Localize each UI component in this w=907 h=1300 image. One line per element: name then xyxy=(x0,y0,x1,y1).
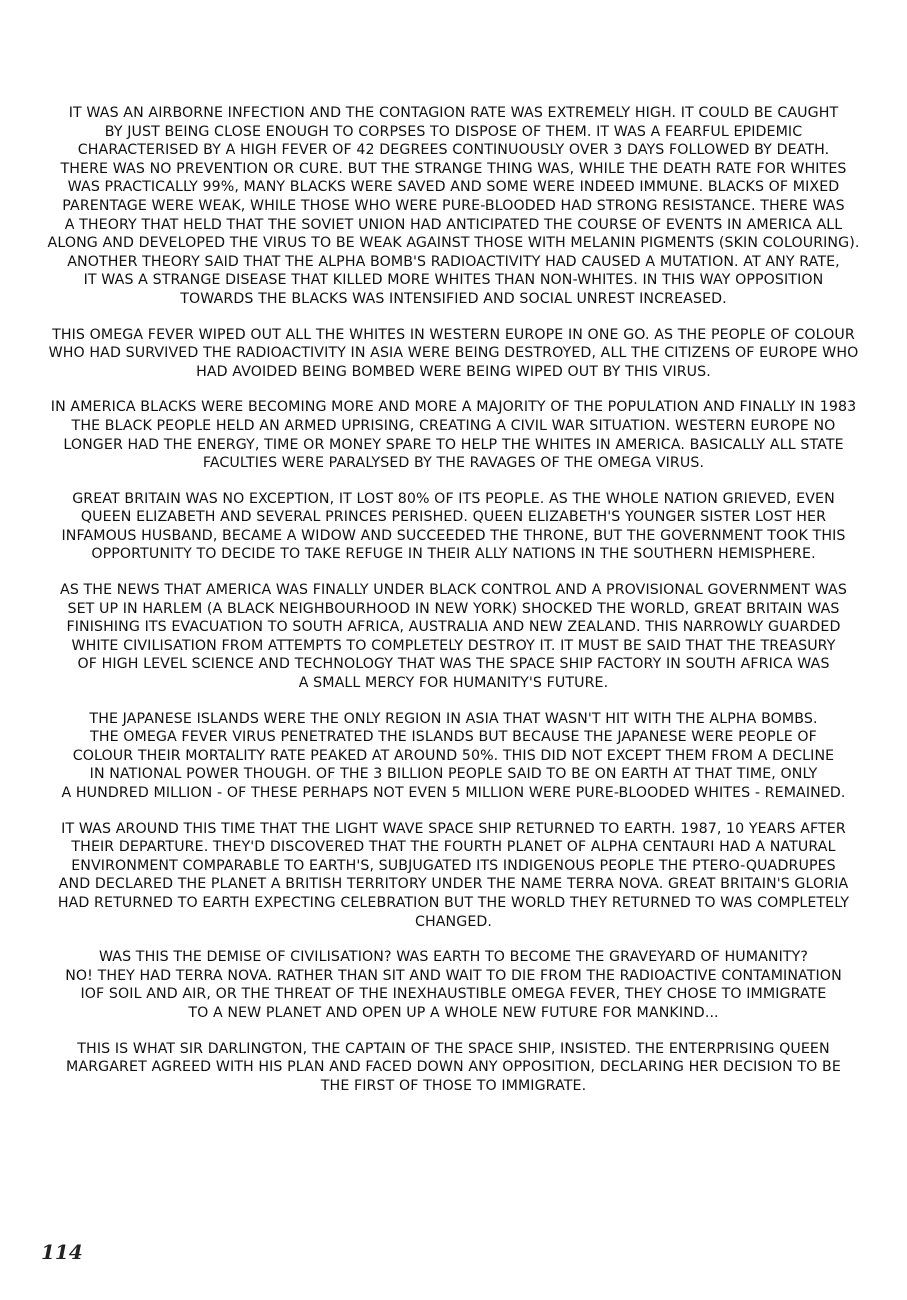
text-line: ANOTHER THEORY SAID THAT THE ALPHA BOMB'S RADIOACTIVITY HAD CAUSED A MUTATION. AT ANY RATE, xyxy=(67,253,840,270)
text-line: WHO HAD SURVIVED THE RADIOACTIVITY IN ASIA WERE BEING DESTROYED, ALL THE CITIZENS OF EUROPE WHO xyxy=(48,345,859,362)
text-line: LONGER HAD THE ENERGY, TIME OR MONEY SPARE TO HELP THE WHITES IN AMERICA. BASICALLY ALL STATE xyxy=(63,436,844,453)
text-line: QUEEN ELIZABETH AND SEVERAL PRINCES PERISHED. QUEEN ELIZABETH'S YOUNGER SISTER LOST HER xyxy=(80,509,827,526)
text-line: WAS THIS THE DEMISE OF CIVILISATION? WAS EARTH TO BECOME THE GRAVEYARD OF HUMANITY? xyxy=(98,949,809,966)
paragraph-great-britain xyxy=(20,490,887,564)
text-line: INFAMOUS HUSBAND, BECAME A WIDOW AND SUCCEEDED THE THRONE, BUT THE GOVERNMENT TOOK THIS xyxy=(61,527,846,544)
text-line: AND DECLARED THE PLANET A BRITISH TERRITORY UNDER THE NAME TERRA NOVA. GREAT BRITAIN'S GLORIA xyxy=(58,876,849,893)
text-line: OF HIGH LEVEL SCIENCE AND TECHNOLOGY THAT WAS THE SPACE SHIP FACTORY IN SOUTH AFRICA WAS xyxy=(77,656,830,673)
text-line: IT WAS AN AIRBORNE INFECTION AND THE CONTAGION RATE WAS EXTREMELY HIGH. IT COULD BE CAUGHT xyxy=(68,105,839,121)
text-line: ENVIRONMENT COMPARABLE TO EARTH'S, SUBJUGATED ITS INDIGENOUS PEOPLE THE PTERO-QUADRUPES xyxy=(71,857,836,874)
text-line: THEIR DEPARTURE. THEY'D DISCOVERED THAT THE FOURTH PLANET OF ALPHA CENTAURI HAD A NATURAL xyxy=(71,839,836,856)
text-line: CHANGED. xyxy=(414,913,493,930)
text-line: CHARACTERISED BY A HIGH FEVER OF 42 DEGREES CONTINUOUSLY OVER 3 DAYS FOLLOWED BY DEATH. xyxy=(77,142,830,159)
text-line: HAD AVOIDED BEING BOMBED WERE BEING WIPED OUT BY THIS VIRUS. xyxy=(196,363,711,380)
text-line: WHITE CIVILISATION FROM ATTEMPTS TO COMPLETELY DESTROY IT. IT MUST BE SAID THAT THE TREASURY xyxy=(71,637,836,654)
text-line: THE FIRST OF THOSE TO IMMIGRATE. xyxy=(320,1077,587,1094)
text-line: IN NATIONAL POWER THOUGH. OF THE 3 BILLION PEOPLE SAID TO BE ON EARTH AT THAT TIME, ONLY xyxy=(89,766,818,783)
text-line: THE JAPANESE ISLANDS WERE THE ONLY REGION IN ASIA THAT WASN'T HIT WITH THE ALPHA BOMBS. xyxy=(89,710,818,727)
text-line: THIS OMEGA FEVER WIPED OUT ALL THE WHITES IN WESTERN EUROPE IN ONE GO. AS THE PEOPLE OF COLOUR xyxy=(52,326,855,343)
text-line: HAD RETURNED TO EARTH EXPECTING CELEBRATION BUT THE WORLD THEY RETURNED TO WAS COMPLETELY xyxy=(57,894,850,911)
paragraph-sir-darlington xyxy=(20,1040,887,1096)
text-line: SET UP IN HARLEM (A BLACK NEIGHBOURHOOD IN NEW YORK) SHOCKED THE WORLD, GREAT BRITAIN WAS xyxy=(67,600,840,617)
paragraph-america-uprising xyxy=(20,398,887,472)
text-line: THIS IS WHAT SIR DARLINGTON, THE CAPTAIN OF THE SPACE SHIP, INSISTED. THE ENTERPRISING QUEEN xyxy=(77,1040,830,1057)
text-line: TO A NEW PLANET AND OPEN UP A WHOLE NEW FUTURE FOR MANKIND... xyxy=(188,1004,719,1021)
text-line: AS THE NEWS THAT AMERICA WAS FINALLY UNDER BLACK CONTROL AND A PROVISIONAL GOVERNMENT WAS xyxy=(60,582,847,599)
text-line: A THEORY THAT HELD THAT THE SOVIET UNION HAD ANTICIPATED THE COURSE OF EVENTS IN AMERICA ALL xyxy=(64,216,843,233)
text-line: A HUNDRED MILLION - OF THESE PERHAPS NOT EVEN 5 MILLION WERE PURE-BLOODED WHITES - REMAINED. xyxy=(61,785,846,801)
text-line: IT WAS AROUND THIS TIME THAT THE LIGHT WAVE SPACE SHIP RETURNED TO EARTH. 1987, 10 YEARS AFTER xyxy=(61,820,846,837)
text-line: GREAT BRITAIN WAS NO EXCEPTION, IT LOST 80% OF ITS PEOPLE. AS THE WHOLE NATION GRIEVED, EVEN xyxy=(72,490,835,507)
text-line: THE BLACK PEOPLE HELD AN ARMED UPRISING, CREATING A CIVIL WAR SITUATION. WESTERN EUROPE NO xyxy=(71,417,836,434)
paragraph-evacuation xyxy=(20,581,887,693)
text-line: COLOUR THEIR MORTALITY RATE PEAKED AT AROUND 50%. THIS DID NOT EXCEPT THEM FROM A DECLINE xyxy=(72,747,835,764)
text-line: A SMALL MERCY FOR HUMANITY'S FUTURE. xyxy=(298,675,609,692)
text-line: OPPORTUNITY TO DECIDE TO TAKE REFUGE IN THEIR ALLY NATIONS IN THE SOUTHERN HEMISPHERE. xyxy=(91,546,816,563)
text-line: IT WAS A STRANGE DISEASE THAT KILLED MORE WHITES THAN NON-WHITES. IN THIS WAY OPPOSITION xyxy=(83,272,824,289)
text-line: TOWARDS THE BLACKS WAS INTENSIFIED AND SOCIAL UNREST INCREASED. xyxy=(180,290,727,307)
paragraph-terra-nova xyxy=(20,948,887,1022)
text-line: FINISHING ITS EVACUATION TO SOUTH AFRICA, AUSTRALIA AND NEW ZEALAND. THIS NARROWLY GUARDED xyxy=(66,619,841,636)
text-line: PARENTAGE WERE WEAK, WHILE THOSE WHO WERE PURE-BLOODED HAD STRONG RESISTANCE. THERE WAS xyxy=(62,197,845,214)
body-text xyxy=(20,104,887,1112)
text-line: IOF SOIL AND AIR, OR THE THREAT OF THE INEXHAUSTIBLE OMEGA FEVER, THEY CHOSE TO IMMIGRATE xyxy=(80,986,827,1003)
text-line: THE OMEGA FEVER VIRUS PENETRATED THE ISLANDS BUT BECAUSE THE JAPANESE WERE PEOPLE OF xyxy=(90,729,817,746)
text-line: IN AMERICA BLACKS WERE BECOMING MORE AND MORE A MAJORITY OF THE POPULATION AND FINALLY IN 1983 xyxy=(50,399,857,416)
paragraph-space-ship-return xyxy=(20,820,887,932)
page-number: 114 xyxy=(41,1240,83,1264)
paragraph-japan xyxy=(20,710,887,803)
text-line: BY JUST BEING CLOSE ENOUGH TO CORPSES TO DISPOSE OF THEM. IT WAS A FEARFUL EPIDEMIC xyxy=(104,123,803,140)
text-line: WAS PRACTICALLY 99%, MANY BLACKS WERE SAVED AND SOME WERE INDEED IMMUNE. BLACKS OF MIXED xyxy=(67,179,840,196)
text-line: MARGARET AGREED WITH HIS PLAN AND FACED DOWN ANY OPPOSITION, DECLARING HER DECISION TO BE xyxy=(66,1059,841,1076)
text-line: ALONG AND DEVELOPED THE VIRUS TO BE WEAK AGAINST THOSE WITH MELANIN PIGMENTS (SKIN COLOURING). xyxy=(47,235,860,252)
text-line: NO! THEY HAD TERRA NOVA. RATHER THAN SIT AND WAIT TO DIE FROM THE RADIOACTIVE CONTAMINATION xyxy=(65,967,842,984)
text-line: THERE WAS NO PREVENTION OR CURE. BUT THE STRANGE THING WAS, WHILE THE DEATH RATE FOR WHITES xyxy=(60,160,847,177)
text-line: FACULTIES WERE PARALYSED BY THE RAVAGES OF THE OMEGA VIRUS. xyxy=(202,455,705,472)
paragraph-omega-fever-origin xyxy=(20,104,887,309)
paragraph-western-europe xyxy=(20,326,887,382)
